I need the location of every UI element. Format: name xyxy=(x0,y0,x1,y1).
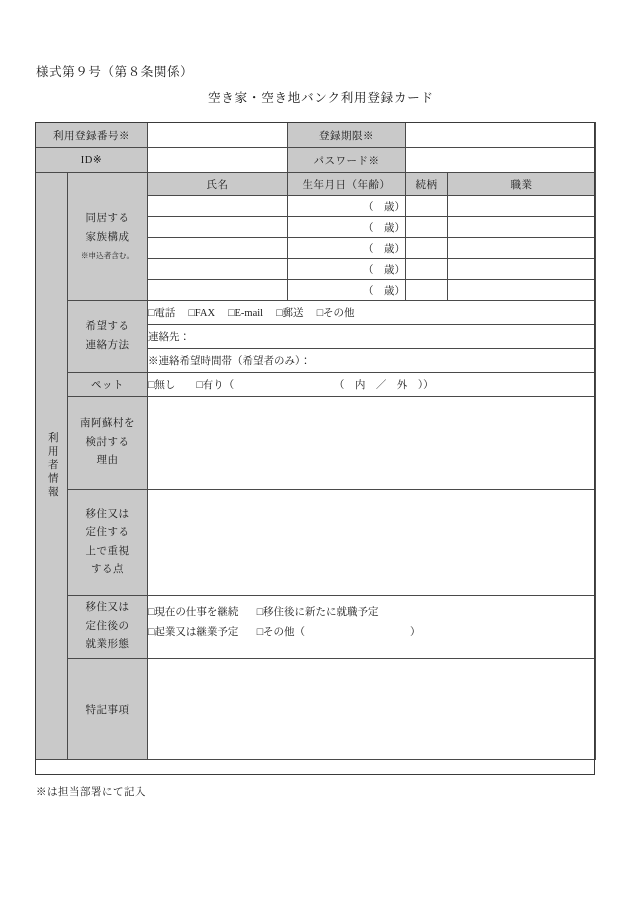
pet-options[interactable]: □無し □有り（ （ 内 ／ 外 ）） xyxy=(148,373,596,397)
contact-label-line2: 連絡方法 xyxy=(85,339,130,351)
contact-destination-input[interactable]: 連絡先： xyxy=(148,325,596,349)
family-column-name: 氏名 xyxy=(148,173,288,196)
contact-option-phone[interactable]: □電話 xyxy=(148,308,176,319)
employment-label-line3: 就業形態 xyxy=(85,639,130,651)
pet-label: ペット xyxy=(68,373,148,397)
contact-label-line1: 希望する xyxy=(85,321,130,333)
family-relation-input[interactable] xyxy=(406,217,448,238)
employment-label-line1: 移住又は xyxy=(85,602,130,614)
remarks-label: 特記事項 xyxy=(68,659,148,760)
family-relation-input[interactable] xyxy=(406,280,448,301)
family-label-note: ※申込者含む。 xyxy=(80,251,135,261)
reason-input[interactable] xyxy=(148,397,596,490)
family-label-line1: 同居する xyxy=(85,213,130,225)
employment-label-cell xyxy=(68,596,148,659)
reason-label-line3: 理由 xyxy=(96,455,119,467)
footnote: ※は担当部署にて記入 xyxy=(36,787,146,798)
table-row-id-password xyxy=(36,148,596,173)
expiry-label: 登録期限※ xyxy=(288,123,406,148)
family-label-line2: 家族構成 xyxy=(85,231,130,243)
registration-number-label: 利用登録番号※ xyxy=(36,123,148,148)
family-occupation-input[interactable] xyxy=(448,196,596,217)
password-label: パスワード※ xyxy=(288,148,406,173)
priority-label-line4: する点 xyxy=(91,563,124,575)
family-column-occupation: 職業 xyxy=(448,173,596,196)
family-birthdate-input[interactable]: （ 歳） xyxy=(288,196,406,217)
family-name-input[interactable] xyxy=(148,196,288,217)
contact-method-options xyxy=(148,301,596,325)
family-relation-input[interactable] xyxy=(406,196,448,217)
priority-label-line3: 上で重視 xyxy=(85,545,130,557)
priority-label-line2: 定住する xyxy=(85,527,130,539)
family-column-relation: 続柄 xyxy=(406,173,448,196)
table-row-remarks xyxy=(36,659,596,760)
family-birthdate-input[interactable]: （ 歳） xyxy=(288,280,406,301)
employment-option-startup[interactable]: □起業又は継業予定 xyxy=(148,627,239,639)
expiry-input[interactable] xyxy=(406,123,596,148)
id-label: ID※ xyxy=(36,148,148,173)
remarks-input[interactable] xyxy=(148,659,596,760)
priority-label-line1: 移住又は xyxy=(85,508,130,520)
contact-method-label-cell xyxy=(68,301,148,373)
user-info-vertical-label-cell xyxy=(36,173,68,760)
family-name-input[interactable] xyxy=(148,217,288,238)
table-row-registration-number xyxy=(36,123,596,148)
family-birthdate-input[interactable]: （ 歳） xyxy=(288,217,406,238)
family-name-input[interactable] xyxy=(148,280,288,301)
employment-option-new-job[interactable]: □移住後に新たに就職予定 xyxy=(256,607,379,618)
employment-label-line2: 定住後の xyxy=(85,620,130,632)
family-relation-input[interactable] xyxy=(406,259,448,280)
password-input[interactable] xyxy=(406,148,596,173)
table-row-employment xyxy=(36,596,596,659)
table-row-pet xyxy=(36,373,596,397)
reason-label-line1: 南阿蘇村を xyxy=(80,418,135,430)
family-column-birthdate: 生年月日（年齢） xyxy=(288,173,406,196)
family-occupation-input[interactable] xyxy=(448,280,596,301)
contact-option-mail[interactable]: □郵送 xyxy=(276,308,304,319)
reason-label-cell xyxy=(68,397,148,490)
family-name-input[interactable] xyxy=(148,238,288,259)
family-occupation-input[interactable] xyxy=(448,259,596,280)
reason-label-line2: 検討する xyxy=(85,436,130,448)
family-name-input[interactable] xyxy=(148,259,288,280)
contact-option-fax[interactable]: □FAX xyxy=(188,308,216,319)
family-relation-input[interactable] xyxy=(406,238,448,259)
family-occupation-input[interactable] xyxy=(448,217,596,238)
id-input[interactable] xyxy=(148,148,288,173)
contact-option-email[interactable]: □E-mail xyxy=(228,308,264,319)
employment-option-continue-job[interactable]: □現在の仕事を継続 xyxy=(148,607,239,618)
registration-card-table xyxy=(35,122,596,760)
priority-label-cell xyxy=(68,490,148,596)
family-composition-label-cell xyxy=(68,173,148,301)
contact-option-other[interactable]: □その他 xyxy=(316,308,355,319)
table-row-family-header xyxy=(36,173,596,196)
family-occupation-input[interactable] xyxy=(448,238,596,259)
form-number: 様式第９号（第８条関係） xyxy=(36,65,194,79)
table-row-priority xyxy=(36,490,596,596)
employment-options xyxy=(148,596,596,659)
user-info-vertical-label: 利用者情報 xyxy=(46,432,58,500)
family-birthdate-input[interactable]: （ 歳） xyxy=(288,238,406,259)
table-row-contact-methods xyxy=(36,301,596,325)
document-title: 空き家・空き地バンク利用登録カード xyxy=(208,91,434,105)
employment-option-other[interactable]: □その他（ ） xyxy=(256,627,421,639)
preferred-time-input[interactable]: ※連絡希望時間帯（希望者のみ）： xyxy=(148,349,596,373)
family-birthdate-input[interactable]: （ 歳） xyxy=(288,259,406,280)
priority-input[interactable] xyxy=(148,490,596,596)
table-row-reason xyxy=(36,397,596,490)
registration-number-input[interactable] xyxy=(148,123,288,148)
